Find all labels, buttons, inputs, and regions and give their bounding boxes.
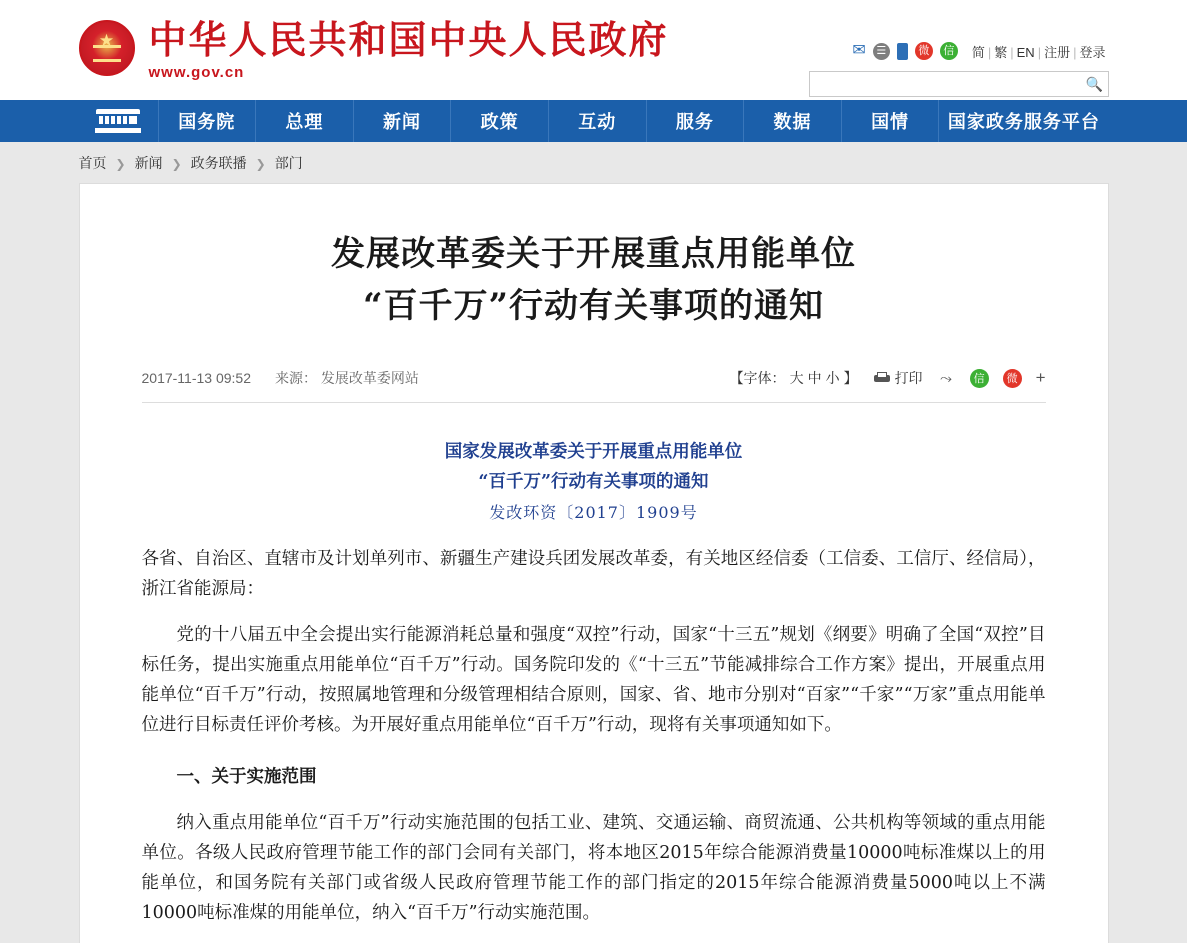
mobile-icon[interactable] <box>897 43 908 60</box>
chevron-right-icon: ❯ <box>171 157 182 171</box>
lang-english-link[interactable]: EN <box>1016 44 1035 60</box>
search-box[interactable] <box>809 71 1109 97</box>
site-title-en: www.gov.cn <box>148 64 245 81</box>
font-size-close: 】 <box>843 370 858 386</box>
rss-icon[interactable]: ☰ <box>873 43 890 60</box>
paragraph-background: 党的十八届五中全会提出实行能源消耗总量和强度“双控”行动，国家“十三五”规划《纲要》明确了全国“双控”目标任务，提出实施重点用能单位“百千万”行动。国务院印发的《“十三五”节能减排综合工作方案》提出，开展重点用能单位“百千万”行动，按照属地管理和分级管理相结合原则，国家、省、地市分别对“百家”“千家”“万家”重点用能单位进行目标责任评价考核。为开展好重点用能单位“百千万”行动，现将有关事项通知如下。 <box>141 625 1046 735</box>
font-size-label: 【字体： <box>729 370 786 386</box>
nav-item-fuwu[interactable]: 服务 <box>647 100 745 142</box>
page-title-line1: 发展改革委关于开展重点用能单位 <box>331 234 856 274</box>
print-label: 打印 <box>894 370 923 386</box>
search-icon[interactable]: 🔍 <box>1080 72 1108 96</box>
nav-item-zongli[interactable]: 总理 <box>256 100 354 142</box>
page-title <box>142 228 1046 332</box>
doc-number: 发改环资〔2017〕1909号 <box>489 503 698 522</box>
nav-item-xinwen[interactable]: 新闻 <box>354 100 452 142</box>
lang-traditional-link[interactable]: 繁 <box>994 44 1008 60</box>
site-title-cn: 中华人民共和国中央人民政府 <box>148 17 669 62</box>
mail-icon[interactable]: ✉ <box>852 42 866 59</box>
section-heading-scope: 一、关于实施范围 <box>176 767 317 787</box>
main-nav <box>0 100 1187 142</box>
article-body <box>142 403 1046 928</box>
print-button[interactable] <box>874 368 923 388</box>
page-title-line2: “百千万”行动有关事项的通知 <box>362 286 825 326</box>
font-size-medium[interactable]: 中 <box>807 370 822 386</box>
publish-datetime: 2017-11-13 09:52 <box>141 370 251 386</box>
nav-item-zhengwu-platform[interactable]: 国家政务服务平台 <box>947 112 1100 133</box>
lang-simplified-link[interactable]: 简 <box>971 44 985 60</box>
wechat-share-icon[interactable]: 信 <box>970 369 989 388</box>
article-title-zone <box>142 184 1046 332</box>
national-emblem-icon <box>79 20 135 76</box>
article-meta <box>142 368 1046 403</box>
article-card <box>79 183 1109 943</box>
printer-icon <box>874 372 890 385</box>
chevron-right-icon: ❯ <box>255 157 266 171</box>
source-label: 来源： <box>275 370 317 386</box>
chevron-right-icon: ❯ <box>115 157 126 171</box>
breadcrumb-item-home[interactable]: 首页 <box>78 155 107 171</box>
breadcrumb-item-zhengwu[interactable]: 政务联播 <box>190 155 247 171</box>
site-logo[interactable] <box>79 18 669 81</box>
nav-item-shuju[interactable]: 数据 <box>744 100 842 142</box>
tiananmen-home-icon[interactable] <box>79 100 159 142</box>
doc-heading-line2: “百千万”行动有关事项的通知 <box>478 472 709 492</box>
more-share-icon[interactable]: + <box>1035 368 1046 387</box>
weibo-icon[interactable]: 微 <box>915 42 933 60</box>
header-icon-row <box>809 40 1109 62</box>
site-header <box>0 0 1187 100</box>
font-size-small[interactable]: 小 <box>825 370 840 386</box>
breadcrumb <box>79 142 1109 183</box>
doc-heading-line1: 国家发展改革委关于开展重点用能单位 <box>444 442 743 462</box>
font-size-large[interactable]: 大 <box>789 370 804 386</box>
paragraph-scope-detail: 纳入重点用能单位“百千万”行动实施范围的包括工业、建筑、交通运输、商贸流通、公共机构等领域的重点用能单位。各级人民政府管理节能工作的部门会同有关部门，将本地区2015年综合能源消费量10000吨标准煤以上的用能单位，和国务院有关部门或省级人民政府管理节能工作的部门指定的2015年综合能源消费量5000吨以上不满10000吨标准煤的用能单位，纳入“百千万”行动实施范围。 <box>141 813 1046 923</box>
nav-item-hudong[interactable]: 互动 <box>549 100 647 142</box>
header-utilities <box>809 40 1109 97</box>
register-link[interactable]: 注册 <box>1044 44 1071 60</box>
search-input[interactable] <box>810 72 1080 96</box>
breadcrumb-item-department[interactable]: 部门 <box>274 155 303 171</box>
nav-item-zhengce[interactable]: 政策 <box>451 100 549 142</box>
paragraph-addressees: 各省、自治区、直辖市及计划单列市、新疆生产建设兵团发展改革委，有关地区经信委（工信委、工信厅、经信局），浙江省能源局： <box>141 549 1046 599</box>
source-value: 发展改革委网站 <box>320 370 419 386</box>
nav-item-guoqing[interactable]: 国情 <box>842 100 940 142</box>
breadcrumb-item-news[interactable]: 新闻 <box>134 155 163 171</box>
login-link[interactable]: 登录 <box>1079 44 1106 60</box>
wechat-icon[interactable]: 信 <box>940 42 958 60</box>
language-account-links: 简 | 繁 | EN | 注册 | 登录 <box>969 42 1109 61</box>
weibo-share-icon[interactable]: 微 <box>1003 369 1022 388</box>
font-size-control <box>728 368 860 388</box>
share-node-icon[interactable]: ⤳ <box>940 369 953 387</box>
nav-item-guowuyuan[interactable]: 国务院 <box>159 100 257 142</box>
